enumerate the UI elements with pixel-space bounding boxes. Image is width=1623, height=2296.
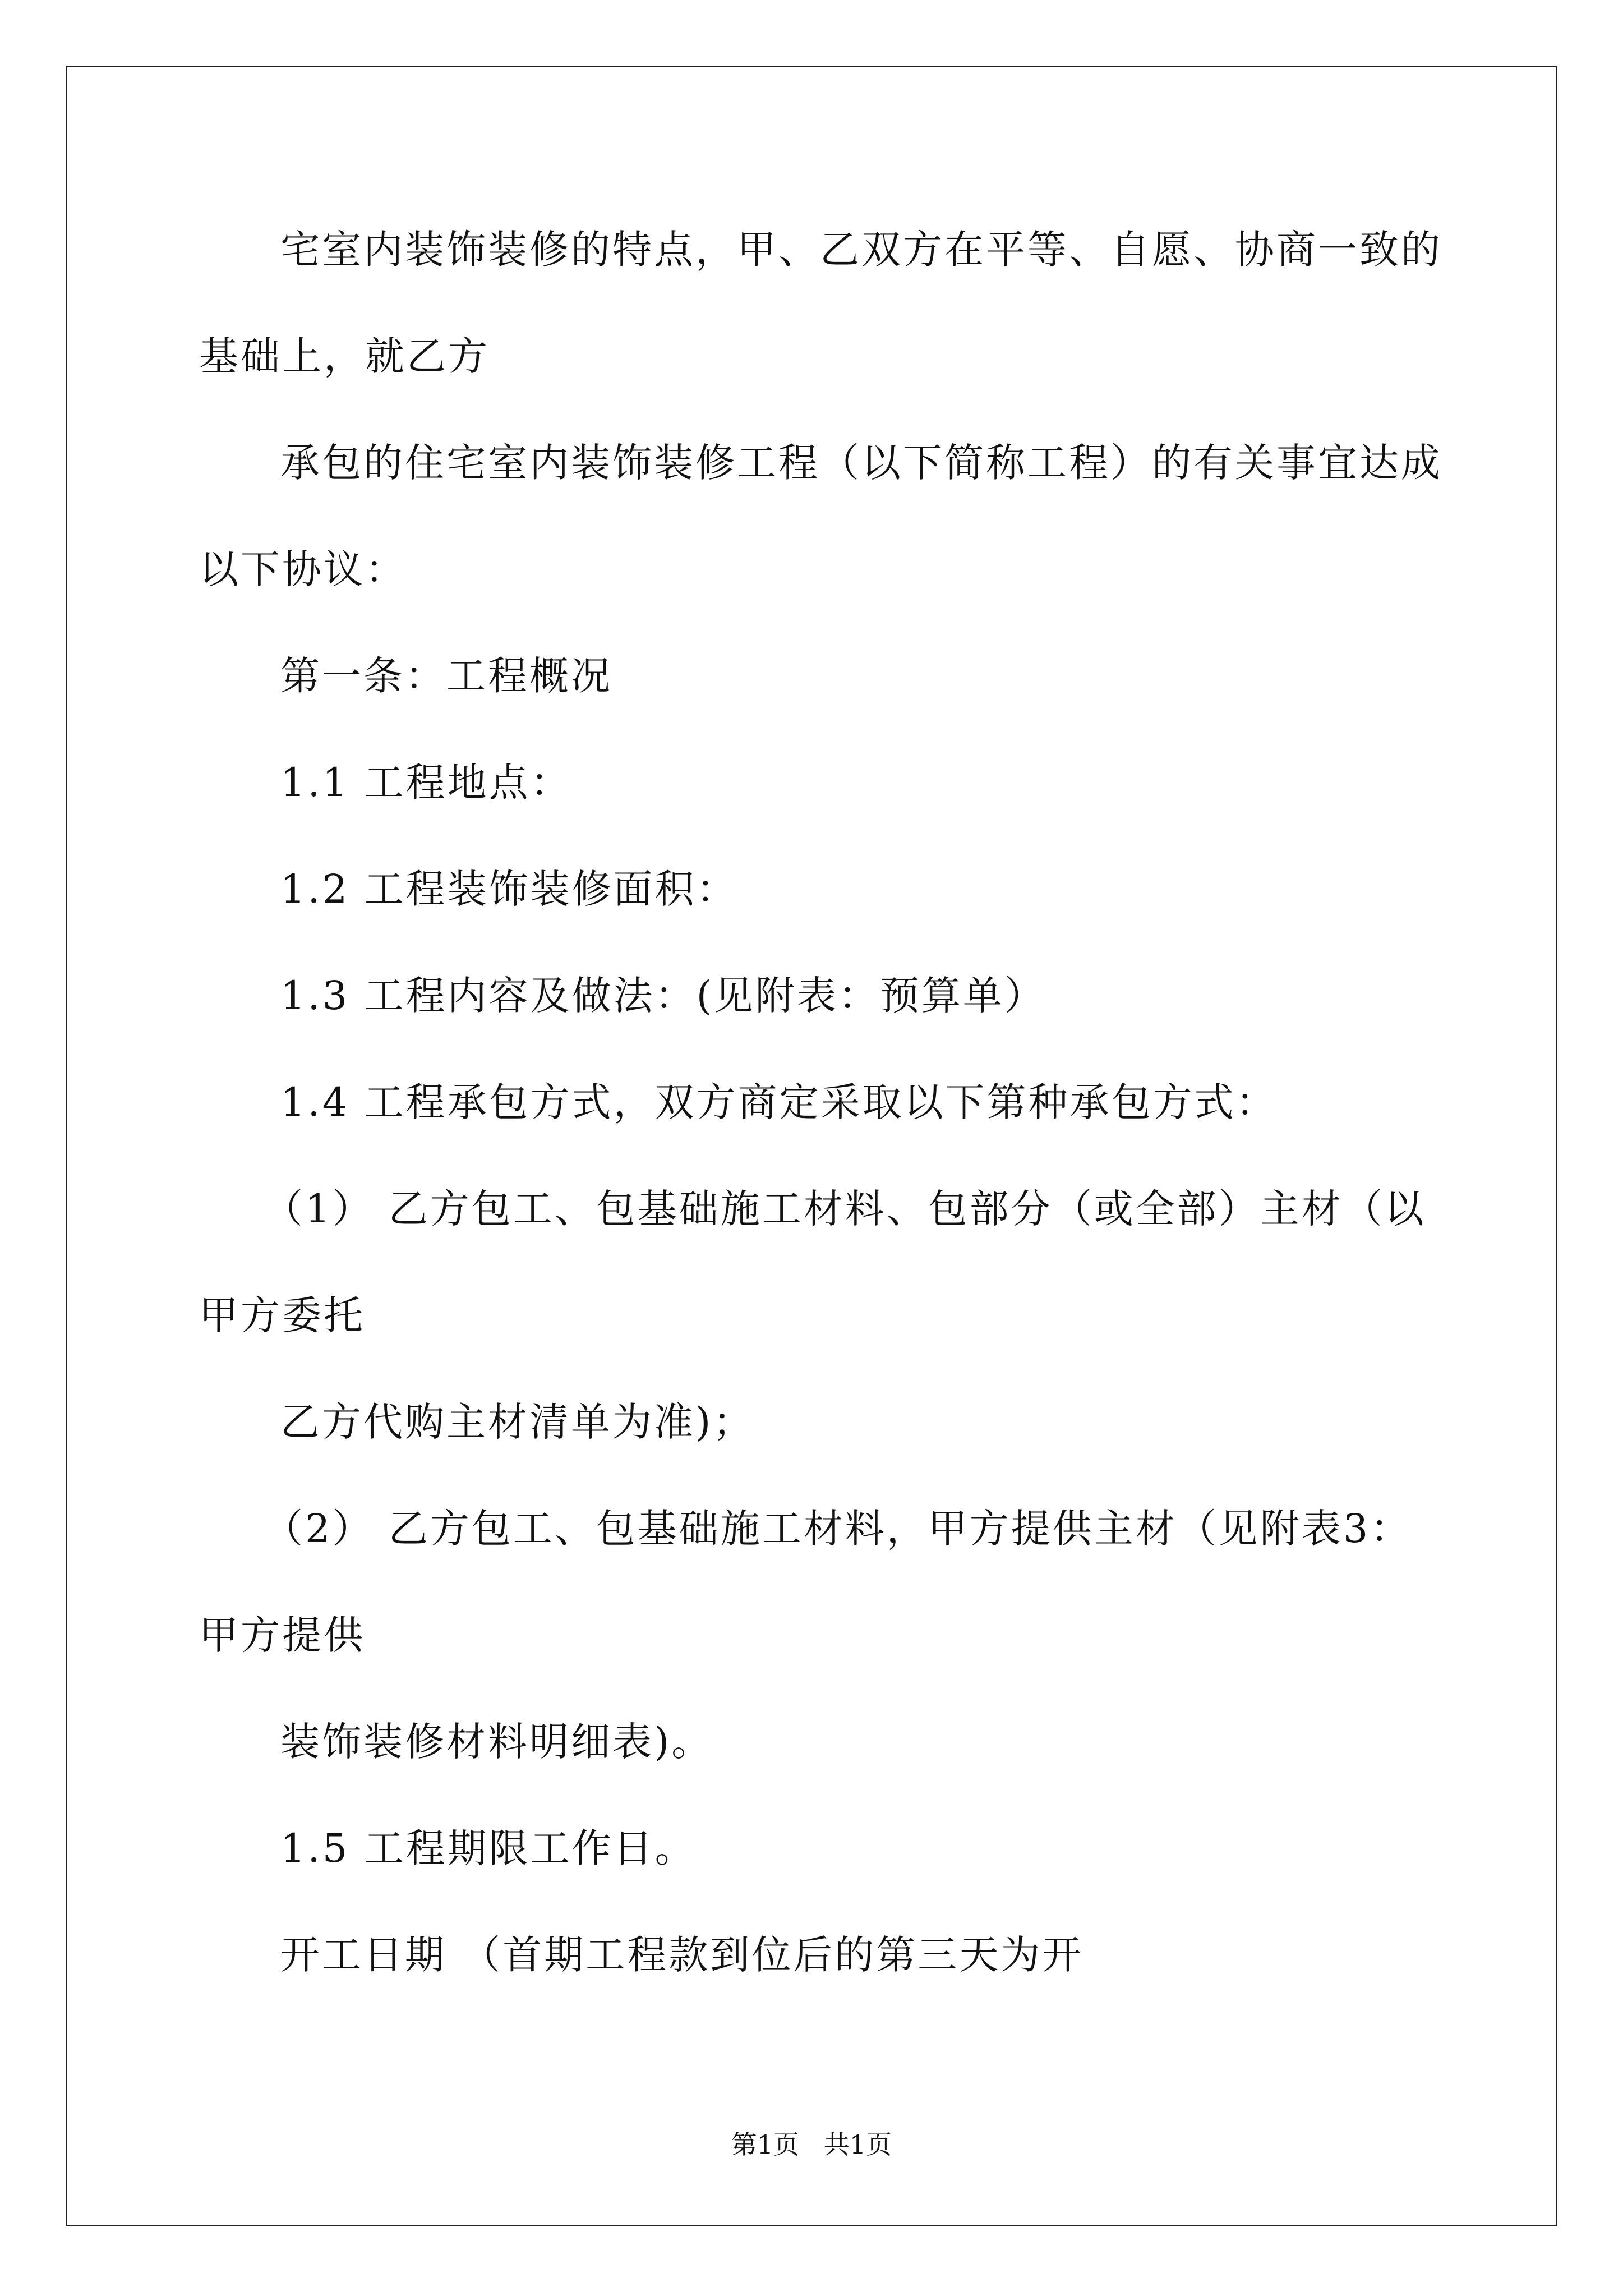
page-footer: 第1页 共1页 [731,2129,892,2160]
clause-1-5: 1.5 工程期限工作日。 [280,1825,697,1871]
clause-1-4: 1.4 工程承包方式，双方商定采取以下第种承包方式： [280,1079,1278,1125]
option-1-line-3: 乙方代购主材清单为准)； [280,1399,755,1445]
body-line-2: 基础上，就乙方 [199,333,490,379]
start-date-line: 开工日期 （首期工程款到位后的第三天为开 [280,1932,1084,1978]
body-line-3: 承包的住宅室内装饰装修工程（以下简称工程）的有关事宜达成 [280,440,1442,486]
option-2-line-2: 甲方提供 [199,1612,365,1658]
option-1-line-1: （1） 乙方包工、包基础施工材料、包部分（或全部）主材（以 [264,1186,1426,1232]
option-2-line-1: （2） 乙方包工、包基础施工材料，甲方提供主材（见附表3： [264,1506,1412,1552]
option-2-line-3: 装饰装修材料明细表)。 [280,1719,713,1765]
section-heading: 第一条：工程概况 [280,653,612,699]
clause-1-1: 1.1 工程地点： [280,760,572,806]
option-1-line-2: 甲方委托 [199,1292,365,1338]
body-line-1: 宅室内装饰装修的特点，甲、乙双方在平等、自愿、协商一致的 [280,227,1442,273]
clause-1-2: 1.2 工程装饰装修面积： [280,866,738,912]
clause-1-3: 1.3 工程内容及做法：(见附表：预算单） [280,973,1046,1019]
page-border [66,66,1557,2226]
body-line-4: 以下协议： [199,546,407,592]
